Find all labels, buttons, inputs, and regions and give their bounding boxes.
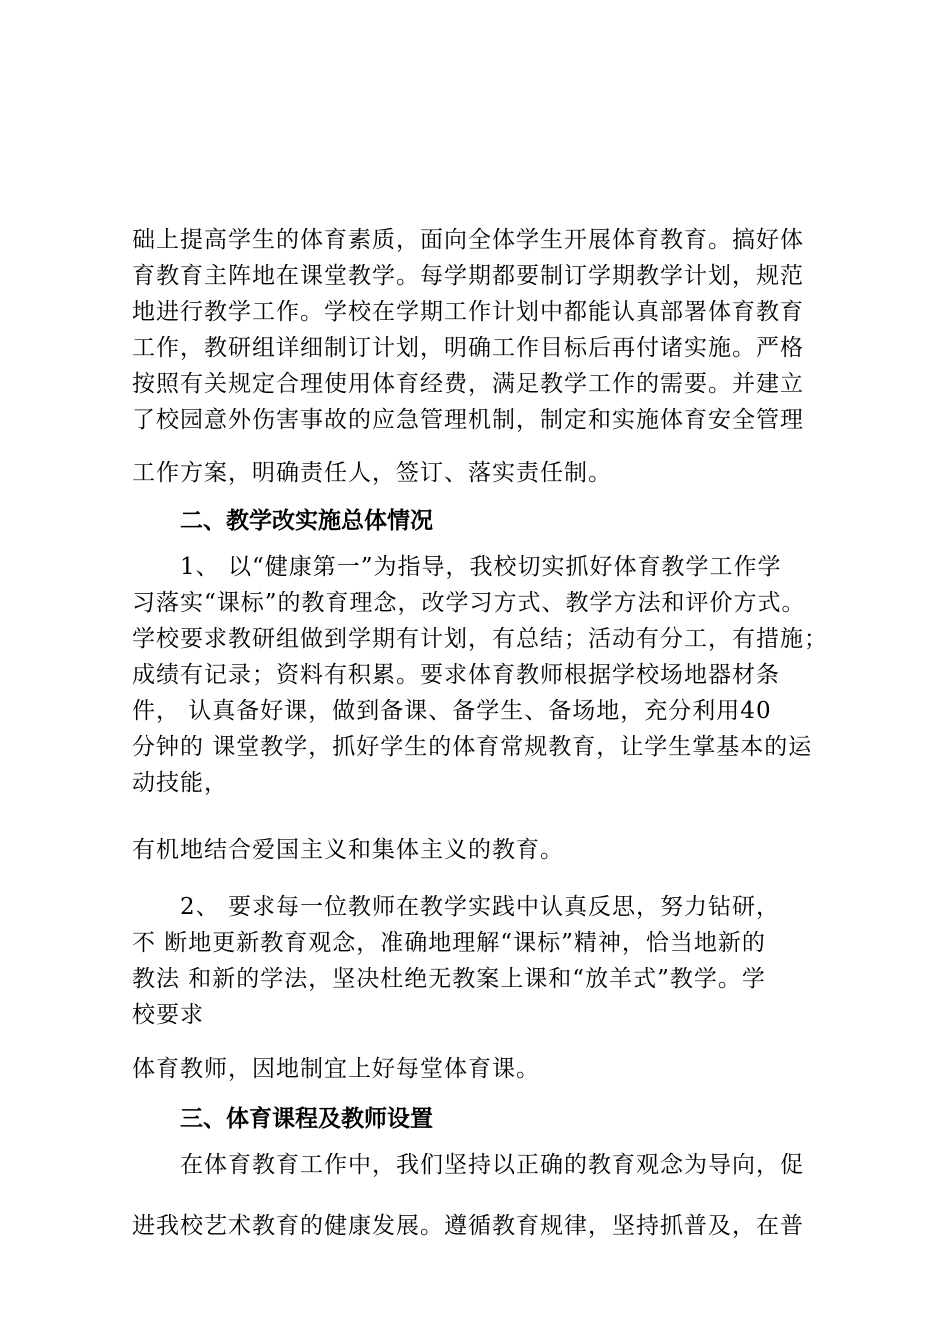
- text-line: 有机地结合爱国主义和集体主义的教育。: [132, 837, 564, 863]
- text-line: 进我校艺术教育的健康发展。遵循教育规律，坚持抓普及，在普: [132, 1213, 804, 1239]
- text-line: 习落实“课标”的教育理念，改学习方式、教学方法和评价方式。: [132, 590, 806, 616]
- text-line: 分钟的 课堂教学，抓好学生的体育常规教育，让学生掌基本的运: [132, 734, 813, 760]
- text-line: 育教育主阵地在课堂教学。每学期都要制订学期教学计划，规范: [132, 263, 804, 289]
- text-line: 工作方案，明确责任人，签订、落实责任制。: [132, 460, 612, 486]
- text-line: 校要求: [132, 1002, 204, 1028]
- text-line: 在体育教育工作中，我们坚持以正确的教育观念为导向，促: [180, 1152, 804, 1178]
- text-line: 学校要求教研组做到学期有计划，有总结；活动有分工，有措施；: [132, 626, 828, 652]
- section-heading-2: 二、教学改实施总体情况: [180, 508, 433, 534]
- text-line: 不 断地更新教育观念，准确地理解“课标”精神，恰当地新的: [132, 930, 766, 956]
- text-line: 地进行教学工作。学校在学期工作计划中都能认真部署体育教育: [132, 299, 804, 325]
- text-line: 了校园意外伤害事故的应急管理机制，制定和实施体育安全管理: [132, 407, 804, 433]
- text-line: 础上提高学生的体育素质，面向全体学生开展体育教育。搞好体: [132, 227, 804, 253]
- text-line: 按照有关规定合理使用体育经费，满足教学工作的需要。并建立: [132, 371, 804, 397]
- text-line: 件， 认真备好课，做到备课、备学生、备场地，充分利用40: [132, 698, 772, 724]
- text-line: 体育教师，因地制宜上好每堂体育课。: [132, 1056, 540, 1082]
- text-line: 2、 要求每一位教师在教学实践中认真反思，努力钻研，: [180, 894, 780, 920]
- text-line: 工作，教研组详细制订计划，明确工作目标后再付诸实施。严格: [132, 335, 804, 361]
- text-line: 教法 和新的学法，坚决杜绝无教案上课和“放羊式”教学。学: [132, 966, 766, 992]
- text-line: 动技能，: [132, 770, 228, 796]
- section-heading-3: 三、体育课程及教师设置: [180, 1106, 433, 1132]
- text-line: 成绩有记录；资料有积累。要求体育教师根据学校场地器材条: [132, 662, 780, 688]
- text-line: 1、 以“健康第一”为指导，我校切实抓好体育教学工作学: [180, 554, 782, 580]
